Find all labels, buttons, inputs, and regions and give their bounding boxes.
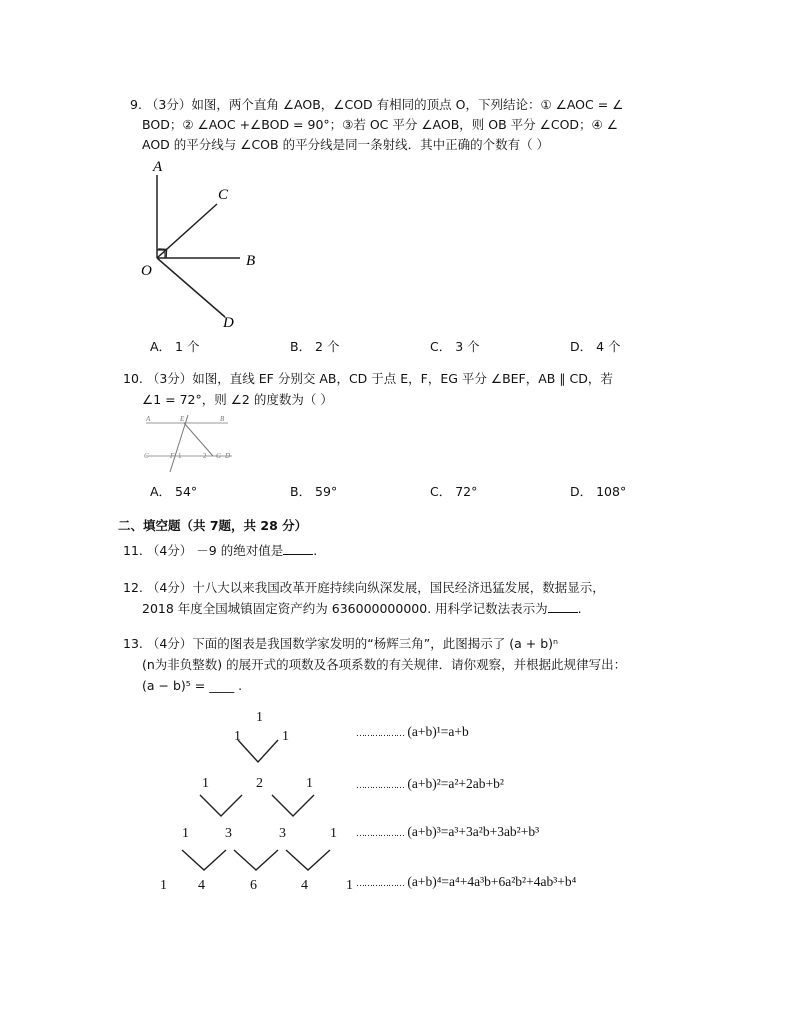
expansion-eq3: (a+b)³=a³+3a²b+3ab²+b³ [407, 824, 540, 839]
label-B: B [246, 253, 256, 269]
connector-row1 [238, 740, 278, 762]
tri-r5-c2: 4 [198, 878, 205, 893]
connector-row3-2 [234, 850, 278, 870]
expansion-row3 [356, 824, 539, 840]
connector-row2-left [200, 795, 242, 816]
label-B: B [220, 415, 225, 423]
q9-figure [135, 155, 275, 335]
label-G: G [216, 452, 222, 460]
tri-r4-c1: 1 [182, 826, 189, 841]
expansion-eq1: (a+b)¹=a+b [407, 724, 469, 739]
tri-r2-c1: 1 [234, 729, 241, 744]
label-O: O [141, 263, 152, 279]
yanghui-lines [160, 700, 360, 900]
expansion-row1 [356, 724, 469, 740]
label-2: 2 [203, 452, 207, 460]
q10-line2: ∠1 = 72°，则 ∠2 的度数为（ ） [142, 392, 333, 407]
q12-line1: 12. （4分）十八大以来我国改革开庭持续向纵深发展，国民经济迅猛发展，数据显示， [123, 580, 605, 595]
q9-line3: AOD 的平分线与 ∠COB 的平分线是同一条射线．其中正确的个数有（ ） [142, 137, 550, 152]
tri-r5-c5: 1 [346, 878, 353, 893]
label-D: D [225, 452, 231, 460]
connector-row2-right [272, 795, 314, 816]
q10-option-d[interactable]: D． 108° [570, 484, 627, 499]
q11-answer-blank[interactable] [283, 542, 313, 555]
q9-option-a[interactable]: A． 1 个 [150, 339, 200, 354]
q12-answer-blank[interactable] [548, 600, 578, 613]
line-EF [170, 415, 188, 472]
q10-option-b[interactable]: B． 59° [290, 484, 338, 499]
tri-r4-c3: 3 [279, 826, 286, 841]
ray-OC [157, 204, 217, 258]
q11-line [123, 542, 317, 560]
q11-end: . [313, 543, 318, 558]
q9-line2: BOD；② ∠AOC +∠BOD = 90°；③若 OC 平分 ∠AOB，则 OB 平分 ∠COD；④ ∠ [142, 117, 618, 132]
tri-r2-c2: 1 [282, 729, 289, 744]
label-1: 1 [178, 452, 182, 460]
tri-r3-c3: 1 [306, 776, 313, 791]
q9-option-b[interactable]: B． 2 个 [290, 339, 340, 354]
tri-r3-c2: 2 [256, 776, 263, 791]
q10-figure [140, 412, 240, 474]
label-A: A [153, 159, 163, 175]
line-EG [184, 423, 213, 456]
leader-dots: ……………… [356, 728, 404, 738]
expansion-row2 [356, 776, 504, 792]
ray-OD [157, 258, 225, 317]
tri-r5-c1: 1 [160, 878, 167, 893]
q12-line2 [142, 600, 582, 618]
q13-line2: (n为非负整数) 的展开式的项数及各项系数的有关规律．请你观察，并根据此规律写出： [142, 657, 627, 672]
connector-row3-3 [286, 850, 330, 870]
q12-text: 2018 年度全国城镇固定资产约为 636000000000. 用科学记数法表示为 [142, 601, 548, 616]
connector-row3-1 [182, 850, 226, 870]
expansion-eq4: (a+b)⁴=a⁴+4a³b+6a²b²+4ab³+b⁴ [407, 874, 577, 889]
tri-r5-c3: 6 [250, 878, 257, 893]
expansion-eq2: (a+b)²=a²+2ab+b² [407, 776, 504, 791]
label-E: E [180, 415, 185, 423]
q13-line3[interactable]: (a − b)⁵ = ____ . [142, 678, 243, 693]
leader-dots: ……………… [356, 780, 404, 790]
q9-option-d[interactable]: D． 4 个 [570, 339, 621, 354]
q10-option-a[interactable]: A． 54° [150, 484, 198, 499]
q9-option-c[interactable]: C． 3 个 [430, 339, 480, 354]
q11-text: 11. （4分） －9 的绝对值是 [123, 543, 284, 558]
tri-r1-c1: 1 [256, 710, 263, 725]
tri-r5-c4: 4 [301, 878, 308, 893]
tri-r4-c4: 1 [330, 826, 337, 841]
q10-option-c[interactable]: C． 72° [430, 484, 478, 499]
tri-r3-c1: 1 [202, 776, 209, 791]
section-title: 二、填空题（共 7题，共 28 分） [118, 518, 308, 533]
label-C: C [144, 452, 149, 460]
leader-dots: ……………… [356, 878, 404, 888]
tri-r4-c2: 3 [225, 826, 232, 841]
expansion-row4 [356, 874, 576, 890]
leader-dots: ……………… [356, 828, 404, 838]
q9-line1: 9. （3分）如图，两个直角 ∠AOB，∠COD 有相同的顶点 O，下列结论：① ∠AOC = ∠ [130, 97, 624, 112]
label-D: D [223, 315, 234, 331]
label-F: F [170, 452, 175, 460]
q10-line1: 10. （3分）如图，直线 EF 分别交 AB，CD 于点 E，F，EG 平分 ∠BEF，AB ∥ CD，若 [123, 371, 613, 386]
label-A: A [146, 415, 151, 423]
label-C: C [218, 187, 229, 203]
q12-end: . [577, 601, 582, 616]
q13-line1: 13. （4分）下面的图表是我国数学家发明的“杨辉三角”，此图揭示了 (a + b)ⁿ [123, 636, 558, 651]
